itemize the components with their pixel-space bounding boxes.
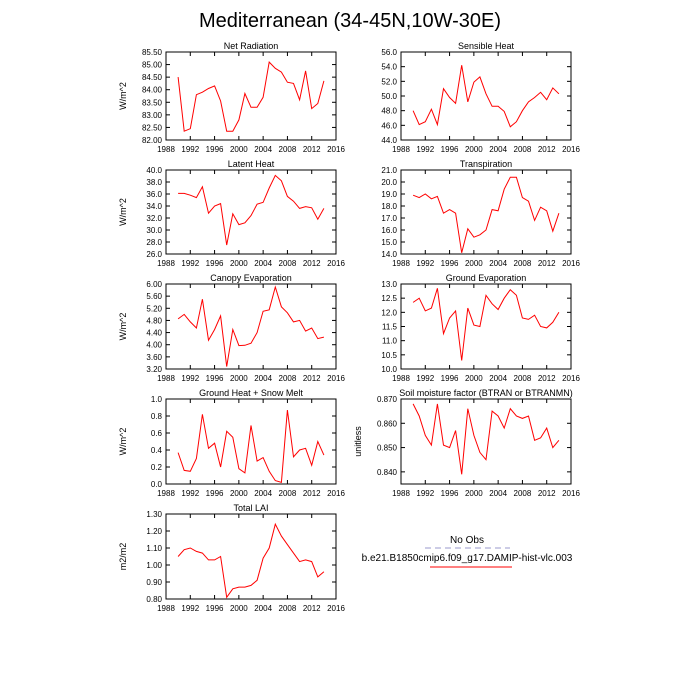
y-tick-label: 50.0: [381, 92, 397, 101]
plot-frame: [166, 52, 336, 140]
x-tick-label: 2012: [302, 259, 321, 268]
x-tick-label: 1996: [440, 145, 459, 154]
y-tick-label: 17.0: [381, 214, 397, 223]
x-tick-label: 1992: [181, 259, 200, 268]
y-tick-label: 52.0: [381, 77, 397, 87]
y-tick-label: 54.0: [381, 62, 397, 72]
plot-frame: [401, 399, 571, 484]
y-tick-label: 16.0: [381, 226, 397, 235]
x-tick-label: 1992: [416, 145, 435, 154]
y-tick-label: 0.90: [146, 578, 162, 587]
y-tick-label: 30.0: [146, 226, 162, 235]
y-tick-label: 15.0: [381, 238, 397, 247]
y-tick-label: 1.20: [146, 527, 162, 536]
x-tick-label: 2016: [327, 489, 345, 498]
x-tick-label: 1992: [181, 604, 200, 613]
y-tick-label: 84.50: [141, 73, 162, 83]
chart-legend: [362, 535, 573, 567]
y-tick-label: 0.870: [376, 395, 397, 404]
y-tick-label: 10.0: [381, 365, 397, 374]
plot-frame: [166, 399, 336, 484]
x-tick-label: 2008: [278, 604, 297, 613]
y-tick-label: 26.0: [146, 250, 162, 259]
x-tick-label: 1988: [157, 604, 175, 613]
y-tick-label: 83.50: [141, 98, 162, 108]
y-tick-label: 14.0: [381, 250, 397, 259]
panel-title: Ground Heat + Snow Melt: [199, 388, 303, 398]
y-axis-label: m2/m2: [118, 542, 128, 571]
series-line: [178, 410, 324, 482]
panel-title: Ground Evaporation: [445, 273, 527, 283]
y-tick-label: 13.0: [381, 280, 397, 289]
x-tick-label: 2008: [278, 145, 297, 154]
y-tick-label: 10.5: [381, 350, 397, 360]
x-tick-label: 1988: [392, 374, 410, 383]
x-tick-label: 1992: [181, 145, 200, 154]
x-tick-label: 2016: [562, 259, 580, 268]
y-tick-label: 84.00: [141, 85, 162, 95]
x-tick-label: 2016: [327, 145, 345, 154]
series-line: [413, 65, 559, 127]
x-tick-label: 2004: [489, 259, 508, 268]
x-tick-label: 1996: [440, 259, 459, 268]
y-tick-label: 3.60: [146, 352, 162, 362]
y-tick-label: 12.5: [381, 294, 397, 304]
panel-3: [118, 159, 345, 268]
x-tick-label: 1992: [416, 374, 435, 383]
x-tick-label: 1988: [157, 374, 175, 383]
plot-frame: [166, 514, 336, 599]
y-tick-label: 0.2: [150, 463, 162, 472]
x-tick-label: 2012: [302, 145, 321, 154]
plot-frame: [166, 284, 336, 369]
panel-title: Transpiration: [459, 159, 513, 169]
y-tick-label: 4.40: [146, 328, 162, 338]
x-tick-label: 2004: [254, 489, 273, 498]
x-tick-label: 1992: [416, 259, 435, 268]
y-axis-label: W/m^2: [118, 198, 128, 226]
figure-title: Mediterranean (34-45N,10W-30E): [198, 10, 501, 32]
x-tick-label: 2000: [229, 489, 248, 498]
y-tick-label: 6.00: [146, 280, 162, 289]
y-tick-label: 56.0: [381, 48, 397, 57]
x-tick-label: 2008: [278, 259, 297, 268]
x-tick-label: 1988: [392, 489, 410, 498]
y-tick-label: 4.00: [146, 340, 162, 350]
panel-title: Total LAI: [233, 503, 269, 513]
y-tick-label: 4.80: [146, 316, 162, 326]
x-tick-label: 2004: [489, 145, 508, 154]
series-line: [413, 404, 559, 474]
x-tick-label: 2016: [327, 259, 345, 268]
x-tick-label: 1996: [205, 259, 224, 268]
x-tick-label: 2008: [278, 374, 297, 383]
y-tick-label: 3.20: [146, 365, 162, 374]
chart-panels: [118, 41, 580, 613]
y-tick-label: 40.0: [146, 166, 162, 175]
y-tick-label: 5.60: [146, 292, 162, 302]
x-tick-label: 2000: [464, 145, 483, 154]
y-tick-label: 20.0: [381, 178, 397, 187]
x-tick-label: 1988: [392, 145, 410, 154]
y-tick-label: 11.0: [382, 336, 397, 346]
panel-9: [118, 503, 345, 613]
y-tick-label: 1.30: [146, 510, 162, 519]
y-tick-label: 0.850: [376, 443, 397, 453]
y-tick-label: 1.0: [150, 395, 162, 404]
x-tick-label: 2016: [562, 489, 580, 498]
x-tick-label: 2012: [537, 145, 556, 154]
y-tick-label: 34.0: [146, 202, 162, 211]
y-tick-label: 46.0: [381, 121, 397, 131]
x-tick-label: 2004: [254, 604, 273, 613]
x-tick-label: 2004: [254, 374, 273, 383]
panel-title: Soil moisture factor (BTRAN or BTRANMN): [399, 388, 573, 398]
y-tick-label: 85.00: [141, 60, 162, 70]
x-tick-label: 1988: [157, 259, 175, 268]
x-tick-label: 2004: [254, 259, 273, 268]
panel-6: [381, 273, 580, 383]
x-tick-label: 2016: [327, 374, 345, 383]
x-tick-label: 2012: [537, 374, 556, 383]
y-tick-label: 38.0: [146, 178, 162, 187]
x-tick-label: 2008: [513, 259, 532, 268]
x-tick-label: 2000: [464, 489, 483, 498]
x-tick-label: 2008: [513, 374, 532, 383]
y-tick-label: 0.860: [376, 419, 397, 429]
series-line: [413, 288, 559, 360]
x-tick-label: 2004: [489, 374, 508, 383]
y-axis-label: W/m^2: [118, 312, 128, 341]
y-tick-label: 11.5: [382, 322, 397, 332]
x-tick-label: 1992: [181, 374, 200, 383]
y-tick-label: 19.0: [381, 190, 397, 199]
x-tick-label: 1996: [205, 604, 224, 613]
x-tick-label: 1988: [157, 489, 175, 498]
x-tick-label: 1996: [205, 374, 224, 383]
x-tick-label: 1996: [205, 145, 224, 154]
y-tick-label: 0.6: [150, 429, 162, 438]
panel-2: [381, 41, 580, 154]
x-tick-label: 2000: [229, 604, 248, 613]
y-tick-label: 0.0: [150, 480, 162, 489]
y-tick-label: 0.8: [150, 412, 162, 421]
y-tick-label: 0.4: [150, 446, 162, 455]
panel-1: [118, 41, 345, 154]
x-tick-label: 2000: [229, 259, 248, 268]
y-tick-label: 85.50: [141, 48, 162, 57]
series-line: [178, 62, 324, 131]
x-tick-label: 2004: [489, 489, 508, 498]
panel-5: [118, 273, 345, 383]
series-line: [413, 177, 559, 253]
legend-model-label: b.e21.B1850cmip6.f09_g17.DAMIP-hist-vlc.003: [361, 553, 573, 564]
y-tick-label: 32.0: [146, 214, 162, 223]
legend-obs-label: No Obs: [450, 535, 484, 546]
plot-frame: [166, 170, 336, 254]
x-tick-label: 1988: [392, 259, 410, 268]
panel-title: Canopy Evaporation: [210, 273, 292, 283]
x-tick-label: 2000: [464, 259, 483, 268]
panel-title: Latent Heat: [227, 159, 275, 169]
x-tick-label: 2016: [562, 374, 580, 383]
series-line: [178, 287, 324, 367]
y-tick-label: 1.00: [146, 561, 162, 570]
panel-title: Net Radiation: [223, 41, 279, 51]
y-tick-label: 28.0: [146, 238, 162, 247]
panel-4: [381, 159, 580, 268]
x-tick-label: 2000: [464, 374, 483, 383]
x-tick-label: 1992: [181, 489, 200, 498]
y-tick-label: 82.00: [141, 136, 162, 145]
panel-title: Sensible Heat: [457, 41, 515, 51]
x-tick-label: 2012: [302, 604, 321, 613]
x-tick-label: 1988: [157, 145, 175, 154]
x-tick-label: 2016: [327, 604, 345, 613]
series-line: [178, 175, 324, 245]
x-tick-label: 2016: [562, 145, 580, 154]
y-axis-label: W/m^2: [118, 82, 128, 110]
x-tick-label: 2004: [254, 145, 273, 154]
y-tick-label: 48.0: [381, 106, 397, 116]
x-tick-label: 2012: [302, 489, 321, 498]
y-tick-label: 36.0: [146, 190, 162, 199]
x-tick-label: 2008: [278, 489, 297, 498]
x-tick-label: 2000: [229, 145, 248, 154]
x-tick-label: 1996: [205, 489, 224, 498]
y-tick-label: 1.10: [146, 544, 162, 553]
x-tick-label: 1996: [440, 489, 459, 498]
x-tick-label: 2012: [302, 374, 321, 383]
x-tick-label: 1996: [440, 374, 459, 383]
x-tick-label: 2012: [537, 259, 556, 268]
x-tick-label: 2000: [229, 374, 248, 383]
y-tick-label: 82.50: [141, 123, 162, 133]
plot-frame: [401, 52, 571, 140]
y-tick-label: 44.0: [381, 136, 397, 145]
y-tick-label: 21.0: [381, 166, 397, 175]
x-tick-label: 2008: [513, 145, 532, 154]
panel-7: [118, 388, 345, 498]
y-tick-label: 12.0: [381, 308, 397, 318]
x-tick-label: 2012: [537, 489, 556, 498]
y-tick-label: 0.80: [146, 595, 162, 604]
plot-frame: [401, 170, 571, 254]
y-tick-label: 5.20: [146, 304, 162, 314]
panel-8: [353, 388, 580, 498]
y-axis-label: unitless: [353, 426, 363, 457]
y-axis-label: W/m^2: [118, 427, 128, 456]
y-tick-label: 0.840: [376, 467, 397, 477]
series-line: [178, 524, 324, 597]
y-tick-label: 83.00: [141, 110, 162, 120]
x-tick-label: 2008: [513, 489, 532, 498]
x-tick-label: 1992: [416, 489, 435, 498]
y-tick-label: 18.0: [381, 202, 397, 211]
